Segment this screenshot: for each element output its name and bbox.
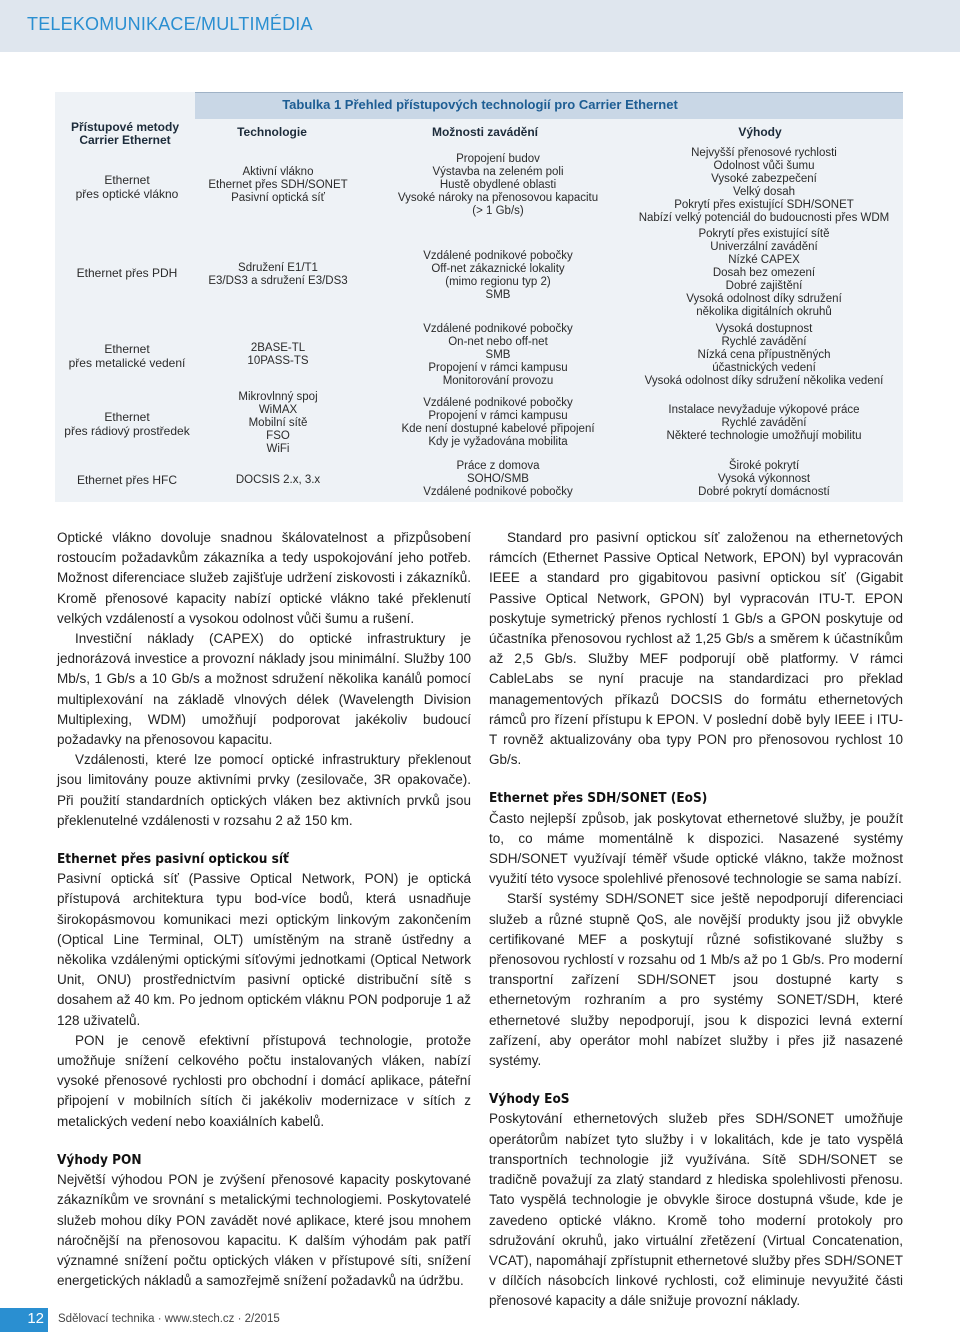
left-paragraph-5: PON je cenově efektivní přístupová technologie, protože umožňuje snížení celkového počtu instalovaných vláken, nabízí vysoké přenosové rychlosti pro obchodní i domácí aplikace, páteřní připojení v mobilních sítích či jakékoliv modernizace v sítích z metalických vedení nebo koaxiálních kabelů. [57, 1032, 471, 1129]
row4-deployment [383, 397, 613, 449]
row2-ben-l5: Dobré zajištění [725, 280, 803, 292]
row3-method [58, 342, 196, 370]
row5-ben-l3: Dobré pokrytí domácností [698, 486, 830, 498]
row2-dep-l1: Vzdálené podnikové pobočky [423, 250, 573, 262]
page-number-badge [0, 1308, 48, 1332]
row3-ben-l4: účastnických vedení [712, 362, 816, 374]
row1-benefits [615, 147, 913, 225]
row5-benefits [615, 460, 913, 499]
row5-deployment [383, 460, 613, 499]
row1-method-l2: přes optické vlákno [75, 187, 179, 201]
row1-ben-l2: Odolnost vůči šumu [713, 160, 815, 172]
row4-dep-l2: Propojení v rámci kampusu [428, 410, 568, 422]
section-title: TELEKOMUNIKACE/MULTIMÉDIA [27, 14, 313, 34]
row3-technology [196, 342, 360, 368]
row4-dep-l3: Kde není dostupné kabelové připojení [401, 423, 595, 435]
right-paragraph-2: Často nejlepší způsob, jak poskytovat ethernetové služby, je použít to, co máme momentálně k dispozici. Nasazené systémy SDH/SONET využívají téměř všude optické vlákno, takže možnost využití této vysoce spolehlivé přenosové technologie se sama nabízí. [489, 810, 903, 887]
row3-ben-l5: Vysoká odolnost díky sdružení několika vedení [644, 375, 884, 387]
row1-ben-l1: Nejvyšší přenosové rychlosti [691, 147, 837, 159]
row2-ben-l4: Dosah bez omezení [712, 267, 816, 279]
row1-dep-l5: (> 1 Gb/s) [472, 205, 524, 217]
row5-method-l1: Ethernet přes HFC [76, 473, 178, 487]
row5-dep-l1: Práce z domova [456, 460, 540, 472]
row1-ben-l6: Nabízí velký potenciál do budoucnosti přes WDM [638, 212, 890, 224]
row5-technology [196, 474, 360, 487]
row2-dep-l2: Off-net zákaznické lokality [431, 263, 565, 275]
row1-method [58, 173, 196, 201]
row3-benefits [615, 323, 913, 388]
row2-ben-l2: Univerzální zavádění [710, 241, 818, 253]
row3-method-l2: přes metalické vedení [68, 356, 186, 370]
row3-dep-l2: On-net nebo off-net [448, 336, 548, 348]
row3-dep-l1: Vzdálené podnikové pobočky [423, 323, 573, 335]
row4-method-l1: Ethernet [104, 410, 150, 424]
right-paragraph-4: Poskytování ethernetových služeb přes SDH/SONET umožňuje operátorům nabízet tyto služby i v lokalitách, kde je tato vyspělá transportních technologie již využívána. Sítě SDH/SONET se tradičně považují za zlatý standard z hlediska spolehlivosti přenosu. Tato vyspělá technologie je obvykle široce dostupná všude, kde je zavedeno optické vlákno. Kromě toho moderní protokoly pro sdružování okruhů, jako virtuální zřetězení (Virtual Concatenation, VCAT), napomáhají zpřístupnit ethernetové služby přes SDH/SONET v dílčích násobcích linkové rychlosti, což eliminuje nevyužité části přenosové kapacity a dále snižuje provozní náklady. [489, 1111, 903, 1309]
footer-publication: Sdělovací technika · www.stech.cz · 2/2015 [58, 1313, 280, 1325]
header-technology: Technologie [237, 125, 307, 139]
row4-method [58, 410, 196, 438]
row3-tech-l1: 2BASE-TL [250, 342, 306, 354]
row2-ben-l1: Pokrytí přes existující sítě [698, 228, 830, 240]
row2-technology [196, 262, 360, 288]
row2-method-l1: Ethernet přes PDH [76, 266, 178, 280]
row1-ben-l5: Pokrytí přes existující SDH/SONET [674, 199, 854, 211]
header-methods-line2: Carrier Ethernet [79, 133, 171, 147]
row1-dep-l1: Propojení budov [456, 153, 540, 165]
row1-ben-l3: Vysoké zabezpečení [711, 173, 817, 185]
row2-ben-l6: Vysoká odolnost díky sdružení [686, 293, 842, 305]
row1-method-l1: Ethernet [104, 173, 150, 187]
right-paragraph-3: Starší systémy SDH/SONET sice ještě nepodporují diferenciaci služeb a různé stupně QoS, ale novější produkty jsou již obvykle certifikované MEF a poskytují různé sofistikované služby s přenosovou rychlostí v rozsahu od 1 Mb/s až po 1 Gb/s. Pro moderní transportní zařízení SDH/SONET jsou dostupné karty s ethernetovým rozhraním a pro systémy SONET/SDH, které ethernetové služby nepodporují, jsou k dispozici levná externí zařízení, aby operátor mohl nabízet služby i přes již nasazené systémy. [489, 891, 903, 1069]
row3-ben-l2: Rychlé zavádění [721, 336, 807, 348]
row4-dep-l1: Vzdálené podnikové pobočky [423, 397, 573, 409]
row3-ben-l1: Vysoká dostupnost [715, 323, 813, 335]
row1-tech-l3: Pasivní optická síť [231, 192, 325, 204]
row1-dep-l3: Hustě obydlené oblasti [439, 179, 557, 191]
row1-dep-l4: Vysoké nároky na přenosovou kapacitu [397, 192, 599, 204]
row5-dep-l3: Vzdálené podnikové pobočky [423, 486, 573, 498]
row4-tech-l4: FSO [266, 430, 290, 442]
row5-tech-l1: DOCSIS 2.x, 3.x [235, 474, 321, 486]
left-paragraph-3: Vzdálenosti, které lze pomocí optické infrastruktury překlenout jsou limitovány pouze aktivními prvky (zesilovače, 3R opakovače). Při použití standardních optických vláken bez aktivních prvků jsou překlenutelné vzdálenosti v rozsahu 2 až 150 km. [57, 752, 471, 828]
row2-tech-l1: Sdružení E1/T1 [238, 262, 318, 274]
row4-tech-l5: WiFi [266, 443, 290, 455]
left-paragraph-4: Pasivní optická síť (Passive Optical Network, PON) je optická přístupová architektura typu bod-více bodů, která usnadňuje širokopásmovou komunikaci mezi optickým linkovým zakončením (Optical Line Terminal, OLT) umístěným na straně ústředny a několika vzdálenými optickými síťovými jednotkami (Optical Network Unit, ONU) prostřednictvím pasivní optické distribuční sítě s dosahem až 40 km. Po jednom optickém vláknu PON podporuje 1 až 128 uživatelů. [57, 871, 471, 1028]
row2-dep-l3: (mimo regionu typ 2) [445, 276, 551, 288]
row4-ben-l3: Některé technologie umožňují mobilitu [666, 430, 862, 442]
row1-tech-l1: Aktivní vlákno [242, 166, 314, 178]
row1-technology [196, 166, 360, 205]
right-heading-eos-benefits: Výhody EoS [489, 1091, 570, 1108]
row1-dep-l2: Výstavba na zeleném poli [432, 166, 564, 178]
row1-deployment [383, 153, 613, 218]
header-methods [60, 121, 190, 147]
row2-tech-l2: E3/DS3 a sdružení E3/DS3 [208, 275, 348, 287]
header-deployment: Možnosti zavádění [431, 125, 538, 139]
row4-ben-l1: Instalace nevyžaduje výkopové práce [668, 404, 860, 416]
row3-ben-l3: Nízká cena přípustněných [697, 349, 831, 361]
left-column [57, 528, 471, 1291]
row3-dep-l5: Monitorování provozu [442, 375, 554, 387]
row3-deployment [383, 323, 613, 388]
page-number: 12 [27, 1310, 44, 1327]
row4-method-l2: přes rádiový prostředek [64, 424, 190, 438]
left-heading-pon-benefits: Výhody PON [57, 1151, 142, 1168]
header-benefits: Výhody [738, 125, 782, 139]
row3-dep-l4: Propojení v rámci kampusu [428, 362, 568, 374]
row3-dep-l3: SMB [485, 349, 511, 361]
row4-tech-l2: WiMAX [258, 404, 298, 416]
row5-ben-l1: Široké pokrytí [728, 460, 800, 472]
row3-tech-l2: 10PASS-TS [247, 355, 309, 367]
row1-ben-l4: Velký dosah [732, 186, 795, 198]
right-column [489, 528, 903, 1312]
row2-deployment [383, 250, 613, 302]
left-heading-pon: Ethernet přes pasivní optickou síť [57, 851, 289, 868]
row4-tech-l3: Mobilní sítě [248, 417, 308, 429]
row4-ben-l2: Rychlé zavádění [721, 417, 807, 429]
row4-tech-l1: Mikrovlnný spoj [238, 391, 318, 403]
header-methods-line1: Přístupové metody [70, 120, 180, 134]
table-caption: Tabulka 1 Přehled přístupových technologií pro Carrier Ethernet [282, 97, 678, 112]
left-paragraph-6: Největší výhodou PON je zvýšení přenosové kapacity poskytované zákazníkům ve srovnání s metalickými technologiemi. Poskytovatelé služeb mohou díky PON zavádět nové aplikace, které jsou mnohem náročnější na přenosovou kapacitu. K dalším výhodám pak patří významné snížení počtu optických vláken v přístupové síti, snížení energetických nákladů a samozřejmě snížení požadavků na údržbu. [57, 1172, 471, 1289]
row4-technology [196, 391, 360, 456]
right-heading-eos: Ethernet přes SDH/SONET (EoS) [489, 790, 708, 807]
row4-dep-l4: Kdy je vyžadována mobilita [428, 436, 568, 448]
row4-benefits [615, 404, 913, 443]
left-paragraph-1: Optické vlákno dovoluje snadnou škálovatelnost a přizpůsobení rostoucím požadavkům zákazníka a tedy uspokojování jeho potřeb. Možnost diferenciace služeb zajišťuje udržení ziskovosti i zákazníků. Kromě přenosové kapacity nabízí optické vlákno také překlenutí velkých vzdáleností a vysokou odolnost vůči šumu a rušení. [57, 530, 471, 626]
row2-dep-l4: SMB [485, 289, 511, 301]
row1-tech-l2: Ethernet přes SDH/SONET [208, 179, 348, 191]
row2-method [58, 266, 196, 280]
row2-ben-l3: Nízké CAPEX [728, 254, 800, 266]
row3-method-l1: Ethernet [104, 342, 150, 356]
row2-ben-l7: několika digitálních okruhů [696, 306, 832, 318]
row2-benefits [615, 228, 913, 319]
row5-method [58, 473, 196, 487]
row5-ben-l2: Vysoká výkonnost [717, 473, 811, 485]
right-paragraph-1: Standard pro pasivní optickou síť založenou na ethernetových rámcích (Ethernet Passive Optical Network, EPON) byl vypracován IEEE a standard pro gigabitovou pasivní optickou síť (Gigabit Passive Optical Network, GPON) byl vypracován ITU-T. EPON poskytuje symetrický přenos rychlostí 1 Gb/s a GPON poskytuje od účastníka přenosovou rychlost až 1,25 Gb/s a směrem k účastníkům až 2,5 Gb/s. Služby MEF podporují obě platformy. V rámci CableLabs se nyní pracuje na standardizaci pro překlad managementových příkazů DOCSIS do formátu ethernetových rámců pro řízení přístupu k EPON. V poslední době byly IEEE i ITU-T rovněž aktualizovány oba typy PON pro přenosovou rychlost 10 Gb/s. [489, 530, 903, 768]
row5-dep-l2: SOHO/SMB [467, 473, 529, 485]
left-paragraph-2: Investiční náklady (CAPEX) do optické infrastruktury je jednorázová investice a provozní náklady jsou minimální. Služby 100 Mb/s, 1 Gb/s a 10 Gb/s a možnost sdružení několika kanálů pomocí multiplexování na základě vlnových délek (Wavelength Division Multiplexing, WDM) umožňují podporovat jakékoliv budoucí požadavky na přenosovou kapacitu. [57, 631, 471, 748]
